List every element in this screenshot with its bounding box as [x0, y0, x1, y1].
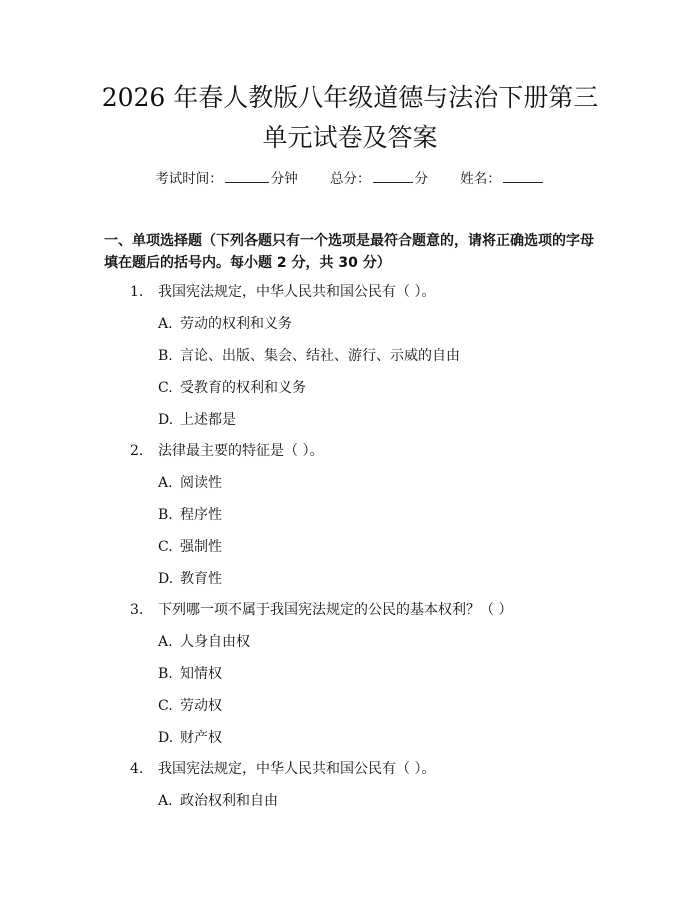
- option-text: 劳动的权利和义务: [180, 316, 292, 332]
- question-text: 下列哪一项不属于我国宪法规定的公民的基本权利？（ ）: [158, 602, 513, 618]
- option-letter: D.: [158, 571, 174, 587]
- question-number: 2.: [130, 443, 144, 459]
- student-name: [460, 171, 545, 187]
- option-letter: B.: [158, 348, 173, 364]
- question-1-option-d[interactable]: [158, 410, 236, 430]
- question-3: [130, 600, 512, 620]
- total-score-label: 总分：: [330, 171, 371, 187]
- question-4: [130, 759, 435, 779]
- question-1-option-c[interactable]: [158, 378, 306, 398]
- question-number: 4.: [130, 761, 144, 777]
- total-score-blank[interactable]: [373, 168, 413, 183]
- option-text: 阅读性: [180, 475, 222, 491]
- option-text: 知情权: [180, 666, 222, 682]
- total-score-unit: 分: [414, 171, 428, 187]
- option-letter: A.: [158, 634, 173, 650]
- option-letter: C.: [158, 539, 173, 555]
- option-letter: D.: [158, 730, 174, 746]
- option-letter: B.: [158, 666, 173, 682]
- option-text: 劳动权: [180, 698, 222, 714]
- question-3-option-c[interactable]: [158, 696, 222, 716]
- question-3-option-a[interactable]: [158, 632, 250, 652]
- question-text: 我国宪法规定，中华人民共和国公民有（ ）。: [158, 761, 436, 777]
- option-text: 言论、出版、集会、结社、游行、示威的自由: [180, 348, 460, 364]
- question-2-option-b[interactable]: [158, 505, 222, 525]
- section-heading-line-1: 一、单项选择题（下列各题只有一个选项是最符合题意的，请将正确选项的字母: [104, 233, 594, 249]
- option-text: 程序性: [180, 507, 222, 523]
- question-4-option-a[interactable]: [158, 791, 278, 811]
- question-text: 我国宪法规定，中华人民共和国公民有（ ）。: [158, 284, 436, 300]
- question-2-option-c[interactable]: [158, 537, 222, 557]
- section-heading-line-2: 填在题后的括号内。每小题 2 分，共 30 分）: [104, 255, 391, 271]
- option-text: 教育性: [180, 571, 222, 587]
- question-number: 1.: [130, 284, 144, 300]
- question-text: 法律最主要的特征是（ ）。: [158, 443, 324, 459]
- option-text: 财产权: [180, 730, 222, 746]
- exam-time-unit: 分钟: [270, 171, 298, 187]
- student-name-label: 姓名：: [460, 171, 501, 187]
- question-3-option-b[interactable]: [158, 664, 222, 684]
- option-text: 政治权利和自由: [180, 793, 278, 809]
- option-letter: A.: [158, 793, 173, 809]
- question-1-option-b[interactable]: [158, 346, 460, 366]
- option-text: 受教育的权利和义务: [180, 380, 306, 396]
- option-text: 强制性: [180, 539, 222, 555]
- option-text: 人身自由权: [180, 634, 250, 650]
- question-3-option-d[interactable]: [158, 728, 222, 748]
- question-2: [130, 441, 323, 461]
- question-1: [130, 282, 435, 302]
- student-name-blank[interactable]: [503, 168, 543, 183]
- page-title-line-2: 单元试卷及答案: [262, 123, 438, 152]
- question-1-option-a[interactable]: [158, 314, 292, 334]
- question-2-option-d[interactable]: [158, 569, 222, 589]
- question-2-option-a[interactable]: [158, 473, 222, 493]
- option-letter: B.: [158, 507, 173, 523]
- option-letter: A.: [158, 316, 173, 332]
- option-letter: A.: [158, 475, 173, 491]
- exam-time-label: 考试时间：: [155, 171, 223, 187]
- total-score: [330, 171, 432, 187]
- option-letter: C.: [158, 380, 173, 396]
- exam-meta: [0, 168, 700, 189]
- page-title-line-1: 2026 年春人教版八年级道德与法治下册第三: [101, 83, 599, 112]
- option-letter: D.: [158, 412, 174, 428]
- exam-time: [155, 171, 302, 187]
- option-letter: C.: [158, 698, 173, 714]
- exam-time-blank[interactable]: [225, 168, 269, 183]
- question-number: 3.: [130, 602, 144, 618]
- option-text: 上述都是: [180, 412, 236, 428]
